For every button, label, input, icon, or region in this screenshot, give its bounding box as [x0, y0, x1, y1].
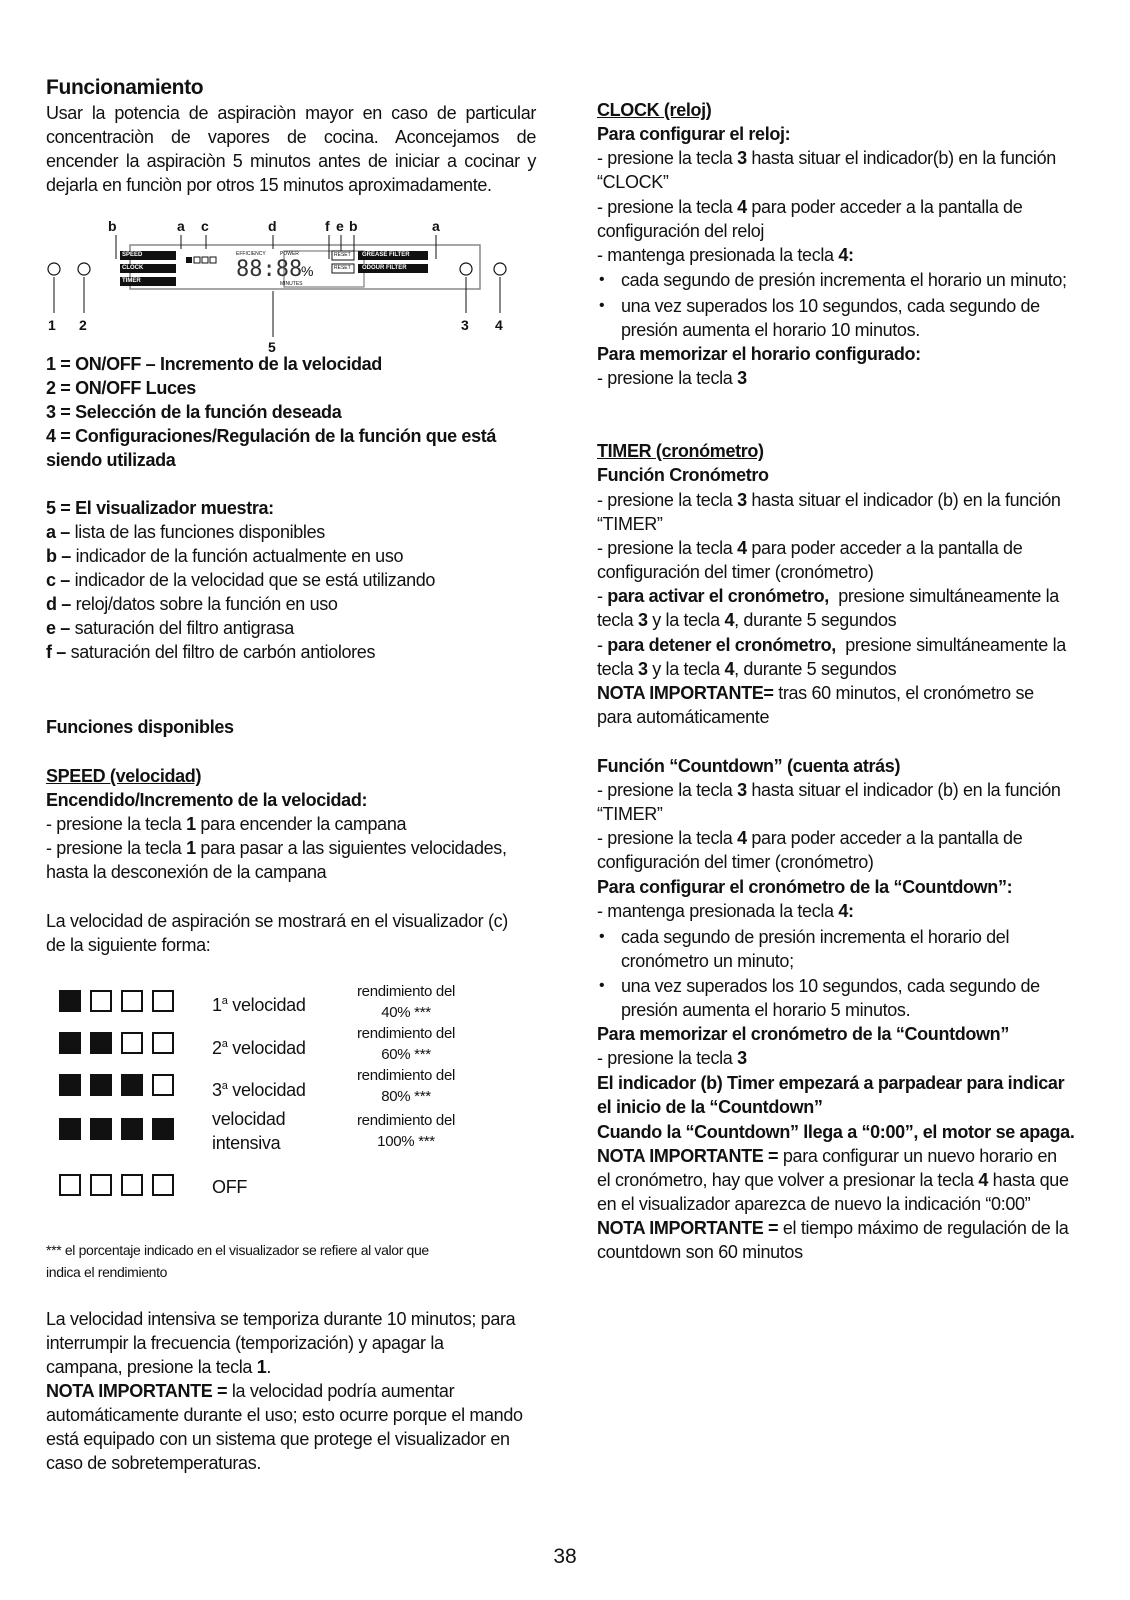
countdown-line: countdown son 60 minutos — [597, 1242, 803, 1262]
label-a: a — [177, 218, 185, 234]
display-title: 5 = El visualizador muestra: — [46, 498, 274, 518]
speed-label: OFF — [212, 1177, 248, 1197]
speed-line: - presione la tecla 1 para encender la campana — [46, 814, 407, 834]
timer-line: - para activar el cronómetro, presione simultáneamente la — [597, 586, 1059, 606]
label-2: 2 — [79, 317, 87, 333]
speed-square-empty — [121, 1032, 143, 1054]
section-title: Funcionamiento — [46, 76, 204, 99]
timer-line: tecla 3 y la tecla 4, durante 5 segundos — [597, 610, 897, 630]
timer-note: NOTA IMPORTANTE= tras 60 minutos, el cronómetro se — [597, 683, 1034, 703]
rendimiento-value: 40% *** — [381, 1004, 431, 1021]
speed-square-filled — [59, 1032, 81, 1054]
functions-title: Funciones disponibles — [46, 717, 234, 737]
intensive-line: campana, presione la tecla 1. — [46, 1357, 272, 1377]
timer-line: para automáticamente — [597, 707, 770, 727]
timer-line: - presione la tecla 3 hasta situar el indicador (b) en la función — [597, 490, 1061, 510]
label-b: b — [349, 218, 358, 234]
timer-line: configuración del timer (cronómetro) — [597, 562, 874, 582]
speed-square-empty — [90, 1174, 112, 1196]
intensive-line: interrumpir la frecuencia (temporización) y apagar la — [46, 1333, 444, 1353]
label-a: a — [432, 218, 440, 234]
timer-button-label: TIMER — [122, 278, 141, 284]
countdown-line: Para memorizar el cronómetro de la “Countdown” — [597, 1024, 1009, 1044]
label-d: d — [268, 218, 277, 234]
speed-square-empty — [152, 1032, 174, 1054]
label-c: c — [201, 218, 209, 234]
reset-label: RESET — [334, 265, 351, 271]
timer-line: tecla 3 y la tecla 4, durante 5 segundos — [597, 659, 897, 679]
power-label: POWER — [280, 251, 299, 257]
countdown-line: Para configurar el cronómetro de la “Countdown”: — [597, 877, 1013, 897]
countdown-line: Cuando la “Countdown” llega a “0:00”, el motor se apaga. — [597, 1122, 1075, 1142]
nota-line: NOTA IMPORTANTE = la velocidad podría aumentar — [46, 1381, 455, 1401]
countdown-line: “TIMER” — [597, 804, 663, 824]
countdown-line: - presione la tecla 3 hasta situar el indicador (b) en la función — [597, 780, 1061, 800]
key-line: siendo utilizada — [46, 450, 176, 470]
speed-square-filled — [152, 1118, 174, 1140]
countdown-bullet: • cada segundo de presión incrementa el horario del — [597, 925, 1009, 949]
clock-line: - presione la tecla 3 — [597, 368, 747, 388]
speed-square-empty — [152, 1074, 174, 1096]
display-item: c – indicador de la velocidad que se está utilizando — [46, 570, 436, 590]
speed-label: 3$^a$ velocidad — [212, 1080, 306, 1100]
speed-square-filled — [90, 1118, 112, 1140]
speed-table — [46, 978, 536, 1208]
display-item: d – reloj/datos sobre la función en uso — [46, 594, 338, 614]
speed-square-filled — [90, 1032, 112, 1054]
countdown-note: NOTA IMPORTANTE = el tiempo máximo de regulación de la — [597, 1218, 1069, 1238]
clock-line: “CLOCK” — [597, 172, 669, 192]
rendimiento-value: 60% *** — [381, 1046, 431, 1063]
speed-subtitle: Encendido/Incremento de la velocidad: — [46, 790, 368, 810]
timer-line: - presione la tecla 4 para poder acceder a la pantalla de — [597, 538, 1023, 558]
key-line: 4 = Configuraciones/Regulación de la función que está — [46, 426, 497, 446]
speed-button-label: SPEED — [122, 252, 143, 258]
countdown-line: el cronómetro, hay que volver a presionar la tecla 4 hasta que — [597, 1170, 1069, 1190]
grease-filter-label: GREASE FILTER — [362, 252, 410, 258]
speed-square-filled — [90, 1074, 112, 1096]
countdown-line: - presione la tecla 3 — [597, 1048, 747, 1068]
clock-line: - presione la tecla 3 hasta situar el indicador(b) en la función — [597, 148, 1056, 168]
clock-line: - mantenga presionada la tecla 4: — [597, 245, 854, 265]
countdown-line: configuración del timer (cronómetro) — [597, 852, 874, 872]
clock-line: configuración del reloj — [597, 221, 765, 241]
clock-title: CLOCK (reloj) — [597, 100, 712, 120]
clock-line: - presione la tecla 4 para poder acceder a la pantalla de — [597, 197, 1023, 217]
clock-button-label: CLOCK — [122, 265, 144, 271]
clock-bullet: • una vez superados los 10 segundos, cada segundo de — [597, 294, 1040, 318]
key-line: 3 = Selección de la función deseada — [46, 402, 342, 422]
rendimiento-value: 100% *** — [377, 1133, 435, 1150]
speed-square-filled — [59, 1074, 81, 1096]
speed-square-empty — [152, 1174, 174, 1196]
speed-square-empty — [121, 1174, 143, 1196]
countdown-line: en el visualizador aparezca de nuevo la indicación “0:00” — [597, 1194, 1031, 1214]
speed-square-filled — [59, 990, 81, 1012]
speed-info: de la siguiente forma: — [46, 935, 211, 955]
efficiency-label: EFFICIENCY — [236, 251, 266, 257]
display-item: e – saturación del filtro antigrasa — [46, 618, 294, 638]
speed-info: La velocidad de aspiración se mostrará en el visualizador (c) — [46, 911, 508, 931]
timer-subtitle: Función Cronómetro — [597, 465, 769, 485]
countdown-bullet-cont: cronómetro un minuto; — [621, 951, 794, 971]
control-panel-diagram — [46, 215, 516, 355]
display-item: a – lista de las funciones disponibles — [46, 522, 325, 542]
key-line: 2 = ON/OFF Luces — [46, 378, 196, 398]
label-5: 5 — [268, 339, 276, 355]
label-1: 1 — [48, 317, 56, 333]
speed-title: SPEED (velocidad) — [46, 766, 202, 786]
speed-line: - presione la tecla 1 para pasar a las siguientes velocidades, — [46, 838, 507, 858]
display-digits: 88:88 — [236, 257, 303, 282]
speed-square-empty — [152, 990, 174, 1012]
display-item: b – indicador de la función actualmente en uso — [46, 546, 404, 566]
timer-title: TIMER (cronómetro) — [597, 441, 764, 461]
intro-line: encender la aspiraciòn 5 minutos antes de iniciar a cocinar y — [46, 151, 536, 171]
minutes-label: MINUTES — [280, 281, 303, 287]
intro-line: Usar la potencia de aspiraciòn mayor en caso de particular — [46, 103, 536, 123]
odour-filter-label: ODOUR FILTER — [362, 265, 407, 271]
countdown-line: El indicador (b) Timer empezará a parpadear para indicar — [597, 1073, 1065, 1093]
countdown-note: NOTA IMPORTANTE = para configurar un nuevo horario en — [597, 1146, 1057, 1166]
display-percent: % — [301, 263, 314, 279]
speed-label: 1$^a$ velocidad — [212, 995, 306, 1015]
speed-line: hasta la desconexión de la campana — [46, 862, 327, 882]
speed-label: 2$^a$ velocidad — [212, 1038, 306, 1058]
footnote: indica el rendimiento — [46, 1264, 168, 1280]
display-item: f – saturación del filtro de carbón antiolores — [46, 642, 376, 662]
clock-subtitle: Para configurar el reloj: — [597, 124, 791, 144]
countdown-title: Función “Countdown” (cuenta atrás) — [597, 756, 901, 776]
page-number: 38 — [553, 1545, 577, 1568]
countdown-bullet: • una vez superados los 10 segundos, cada segundo de — [597, 974, 1040, 998]
reset-label: RESET — [334, 252, 351, 258]
clock-memorize: Para memorizar el horario configurado: — [597, 344, 921, 364]
clock-bullet: • cada segundo de presión incrementa el horario un minuto; — [597, 268, 1067, 292]
rendimiento: rendimiento del — [356, 983, 456, 1000]
speed-square-filled — [121, 1118, 143, 1140]
rendimiento: rendimiento del — [356, 1025, 456, 1042]
countdown-line: el inicio de la “Countdown” — [597, 1097, 823, 1117]
label-3: 3 — [461, 317, 469, 333]
footnote: *** el porcentaje indicado en el visualizador se refiere al valor que — [46, 1242, 429, 1258]
intro-line: dejarla en funciòn por otros 15 minutos aproximadamente. — [46, 175, 492, 195]
countdown-bullet-cont: presión aumenta el horario 5 minutos. — [621, 1000, 911, 1020]
speed-square-empty — [121, 990, 143, 1012]
label-f: f — [325, 218, 330, 234]
speed-square-empty — [90, 990, 112, 1012]
timer-line: - para detener el cronómetro, presione simultáneamente la — [597, 635, 1066, 655]
intensive-line: La velocidad intensiva se temporiza durante 10 minutos; para — [46, 1309, 516, 1329]
rendimiento: rendimiento del — [356, 1067, 456, 1084]
nota-line: automáticamente durante el uso; esto ocurre porque el mando — [46, 1405, 523, 1425]
speed-label: intensiva — [212, 1133, 281, 1153]
clock-bullet-cont: presión aumenta el horario 10 minutos. — [621, 320, 920, 340]
speed-square-filled — [59, 1118, 81, 1140]
label-b: b — [108, 218, 117, 234]
nota-line: caso de sobretemperaturas. — [46, 1453, 262, 1473]
countdown-line: - mantenga presionada la tecla 4: — [597, 901, 854, 921]
intro-line: concentraciòn de vapores de cocina. Aconcejamos de — [46, 127, 536, 147]
countdown-line: - presione la tecla 4 para poder acceder a la pantalla de — [597, 828, 1023, 848]
speed-square-empty — [59, 1174, 81, 1196]
speed-label: velocidad — [212, 1109, 286, 1129]
speed-square-filled — [121, 1074, 143, 1096]
timer-line: “TIMER” — [597, 514, 663, 534]
rendimiento-value: 80% *** — [381, 1088, 431, 1105]
label-4: 4 — [495, 317, 503, 333]
rendimiento: rendimiento del — [356, 1112, 456, 1129]
key-line: 1 = ON/OFF – Incremento de la velocidad — [46, 354, 382, 374]
nota-line: está equipado con un sistema que protege el visualizador en — [46, 1429, 510, 1449]
label-e: e — [336, 218, 344, 234]
